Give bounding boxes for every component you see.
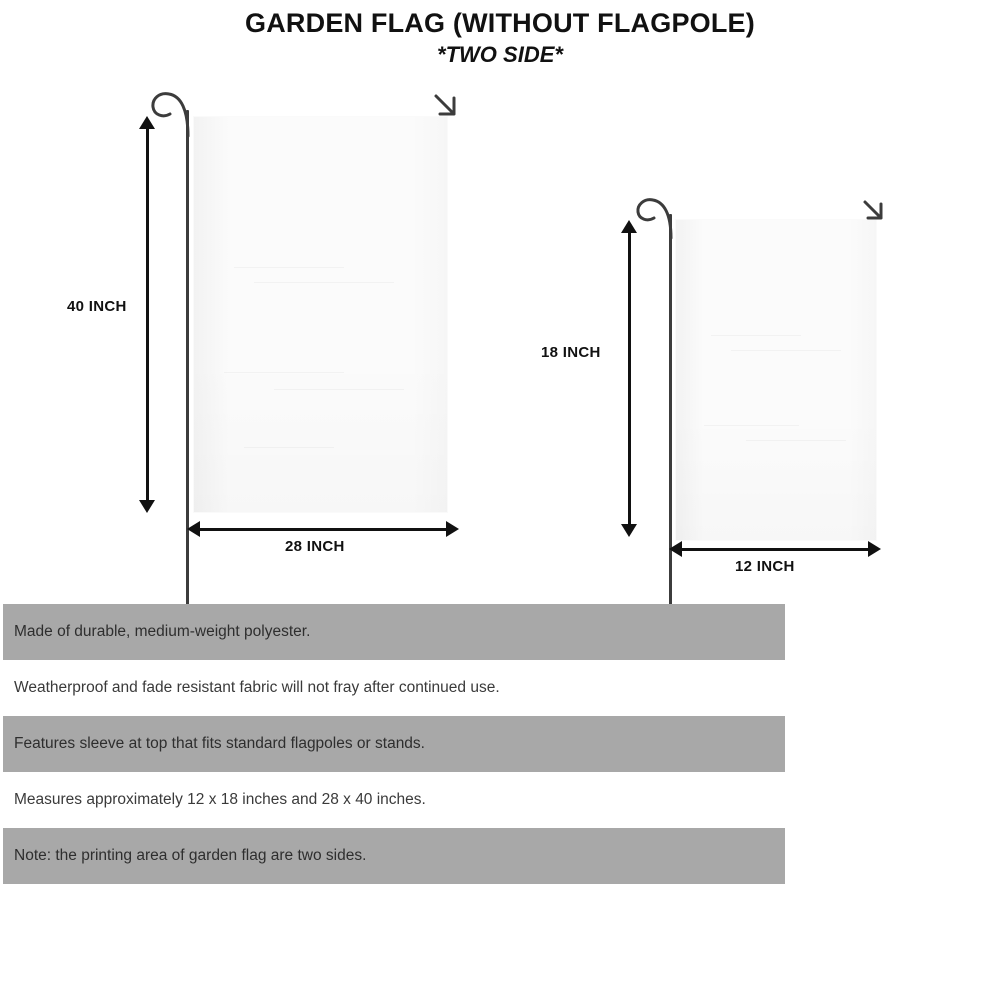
list-item <box>3 716 785 772</box>
large-flag-height-arrow-bottom <box>139 500 155 513</box>
small-flag-height-arrow-top <box>621 220 637 233</box>
small-flag-height-label: 18 INCH <box>541 344 601 361</box>
feature-list <box>3 604 785 884</box>
large-flag-width-arrow-left <box>187 521 200 537</box>
small-flag-width-dim-line <box>680 548 870 551</box>
small-flag-height-dim-line <box>628 232 631 532</box>
page-title <box>0 6 1000 69</box>
large-flag-height-label: 40 INCH <box>67 298 127 315</box>
small-flag-width-label: 12 INCH <box>735 558 795 575</box>
feature-text: Measures approximately 12 x 18 inches and 28 x 40 inches. <box>14 791 426 808</box>
title-main: GARDEN FLAG (WITHOUT FLAGPOLE) <box>245 8 755 38</box>
title-subtitle: *TWO SIDE* <box>437 42 563 67</box>
large-flag-pole-tip-icon <box>432 92 472 128</box>
large-flag-cloth <box>194 117 447 512</box>
large-flag-width-arrow-right <box>446 521 459 537</box>
large-flag-pole-hook-icon <box>145 88 205 138</box>
feature-text: Made of durable, medium-weight polyester. <box>14 623 311 640</box>
small-flag-height-arrow-bottom <box>621 524 637 537</box>
feature-text: Features sleeve at top that fits standard flagpoles or stands. <box>14 735 425 752</box>
large-flag-height-arrow-top <box>139 116 155 129</box>
list-item <box>3 772 785 828</box>
large-flag-width-label: 28 INCH <box>285 538 345 555</box>
large-flag-pole <box>186 110 189 615</box>
feature-text: Weatherproof and fade resistant fabric will not fray after continued use. <box>14 679 500 696</box>
small-flag-pole-tip-icon <box>861 198 897 232</box>
small-flag-pole-hook-icon <box>630 194 686 240</box>
large-flag-height-dim-line <box>146 128 149 508</box>
small-flag-width-arrow-right <box>868 541 881 557</box>
small-flag-cloth <box>676 220 876 540</box>
small-flag-width-arrow-left <box>669 541 682 557</box>
list-item <box>3 660 785 716</box>
large-flag-width-dim-line <box>198 528 448 531</box>
feature-text: Note: the printing area of garden flag are two sides. <box>14 847 367 864</box>
list-item <box>3 828 785 884</box>
list-item <box>3 604 785 660</box>
